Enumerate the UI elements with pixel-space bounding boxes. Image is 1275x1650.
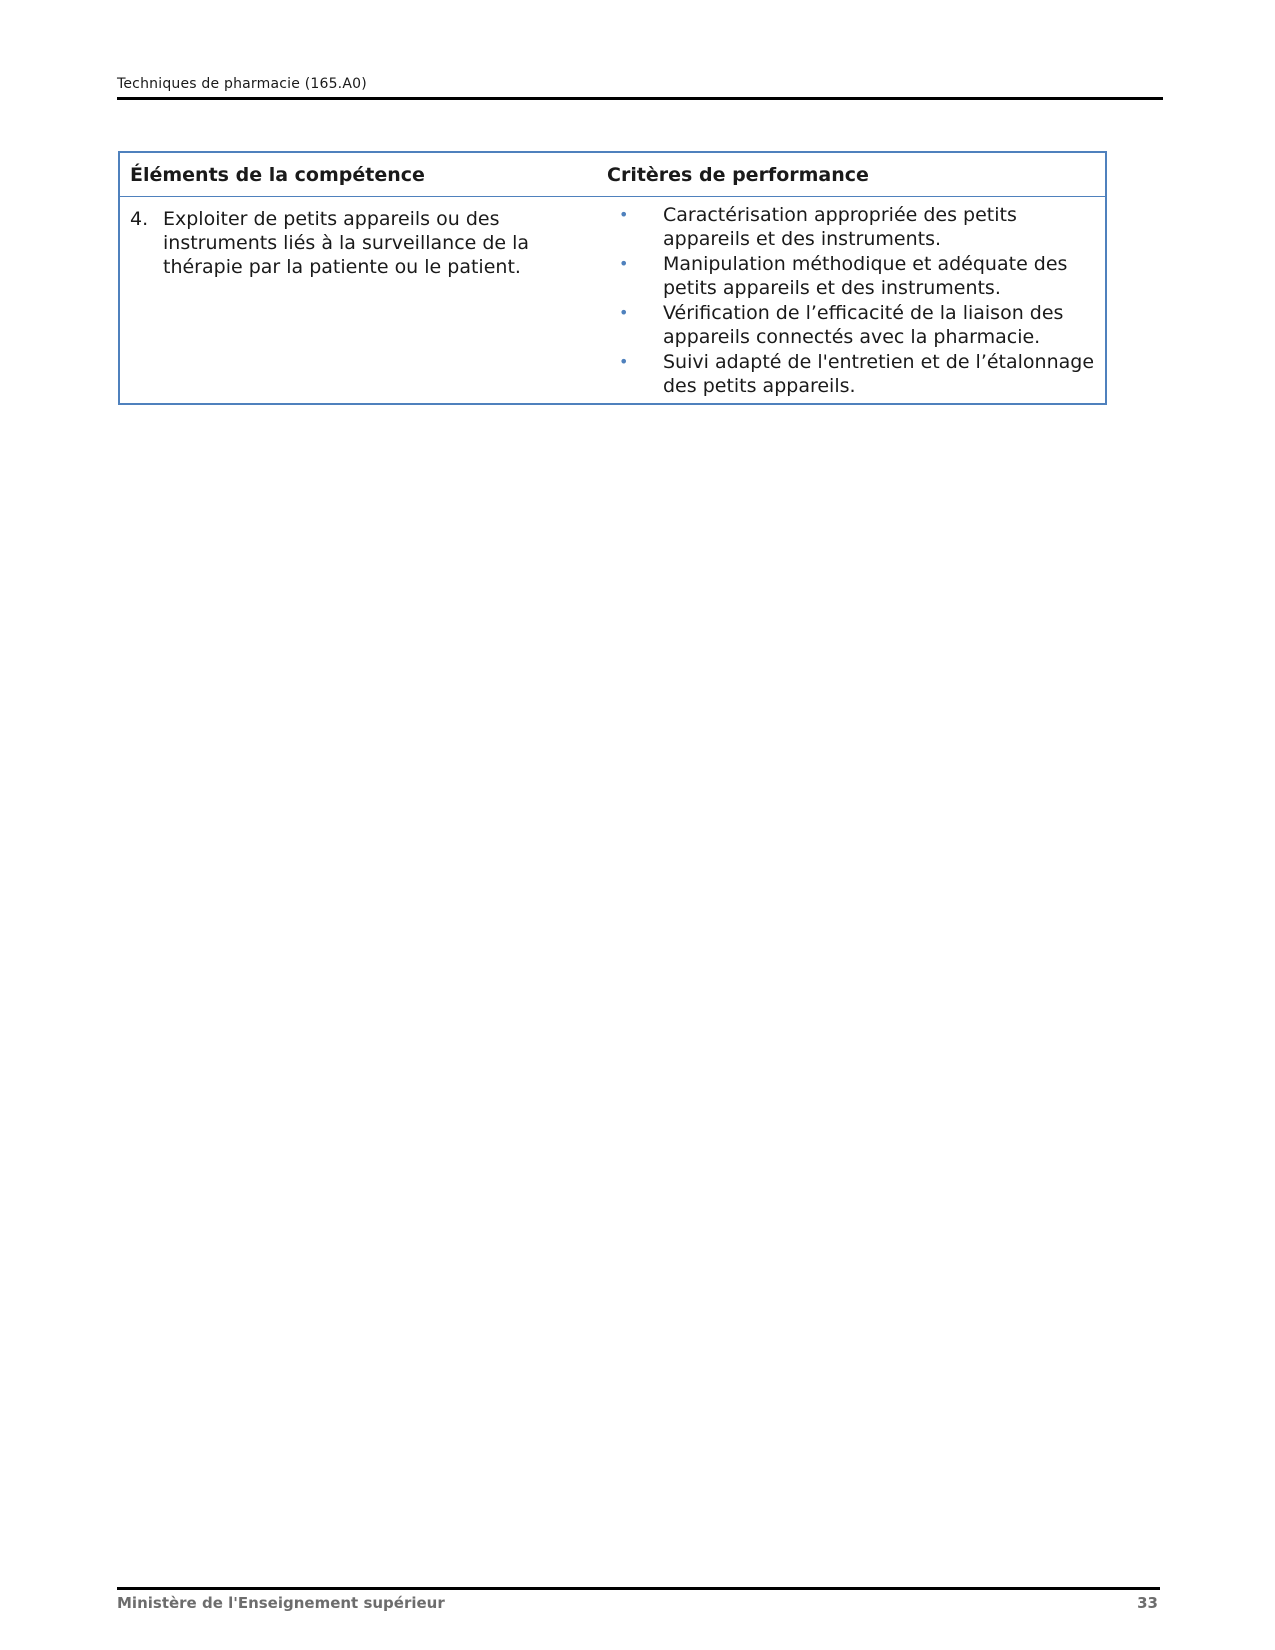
bullet-icon: • [619, 352, 629, 371]
criteria-cell [607, 197, 1105, 399]
table-header-row [120, 153, 1105, 197]
running-header-title: Techniques de pharmacie (165.A0) [117, 76, 367, 92]
bullet-icon: • [619, 303, 629, 322]
criteria-item [607, 203, 1099, 251]
column-header-criteria: Critères de performance [607, 164, 869, 186]
competence-table [118, 151, 1107, 405]
criteria-list [607, 197, 1105, 398]
element-number: 4. [130, 208, 149, 230]
criteria-item [607, 350, 1099, 398]
criteria-item [607, 301, 1099, 349]
header-rule [117, 97, 1163, 100]
table-row [120, 197, 1105, 403]
column-header-elements: Éléments de la compétence [130, 164, 425, 186]
criteria-text: Suivi adapté de l'entretien et de l’étalonnage des petits appareils. [663, 351, 1095, 397]
footer-rule [117, 1587, 1160, 1590]
footer-publisher: Ministère de l'Enseignement supérieur [117, 1594, 445, 1612]
criteria-item [607, 252, 1099, 300]
page-number: 33 [1137, 1594, 1158, 1612]
criteria-text: Vérification de l’efficacité de la liaison des appareils connectés avec la pharmacie. [663, 302, 1064, 348]
criteria-text: Caractérisation appropriée des petits appareils et des instruments. [663, 204, 1017, 250]
bullet-icon: • [619, 254, 629, 273]
criteria-text: Manipulation méthodique et adéquate des petits appareils et des instruments. [663, 253, 1068, 299]
element-cell [120, 197, 607, 399]
element-text: Exploiter de petits appareils ou des instruments liés à la surveillance de la thérapie par la patiente ou le patient. [163, 208, 530, 278]
bullet-icon: • [619, 205, 629, 224]
